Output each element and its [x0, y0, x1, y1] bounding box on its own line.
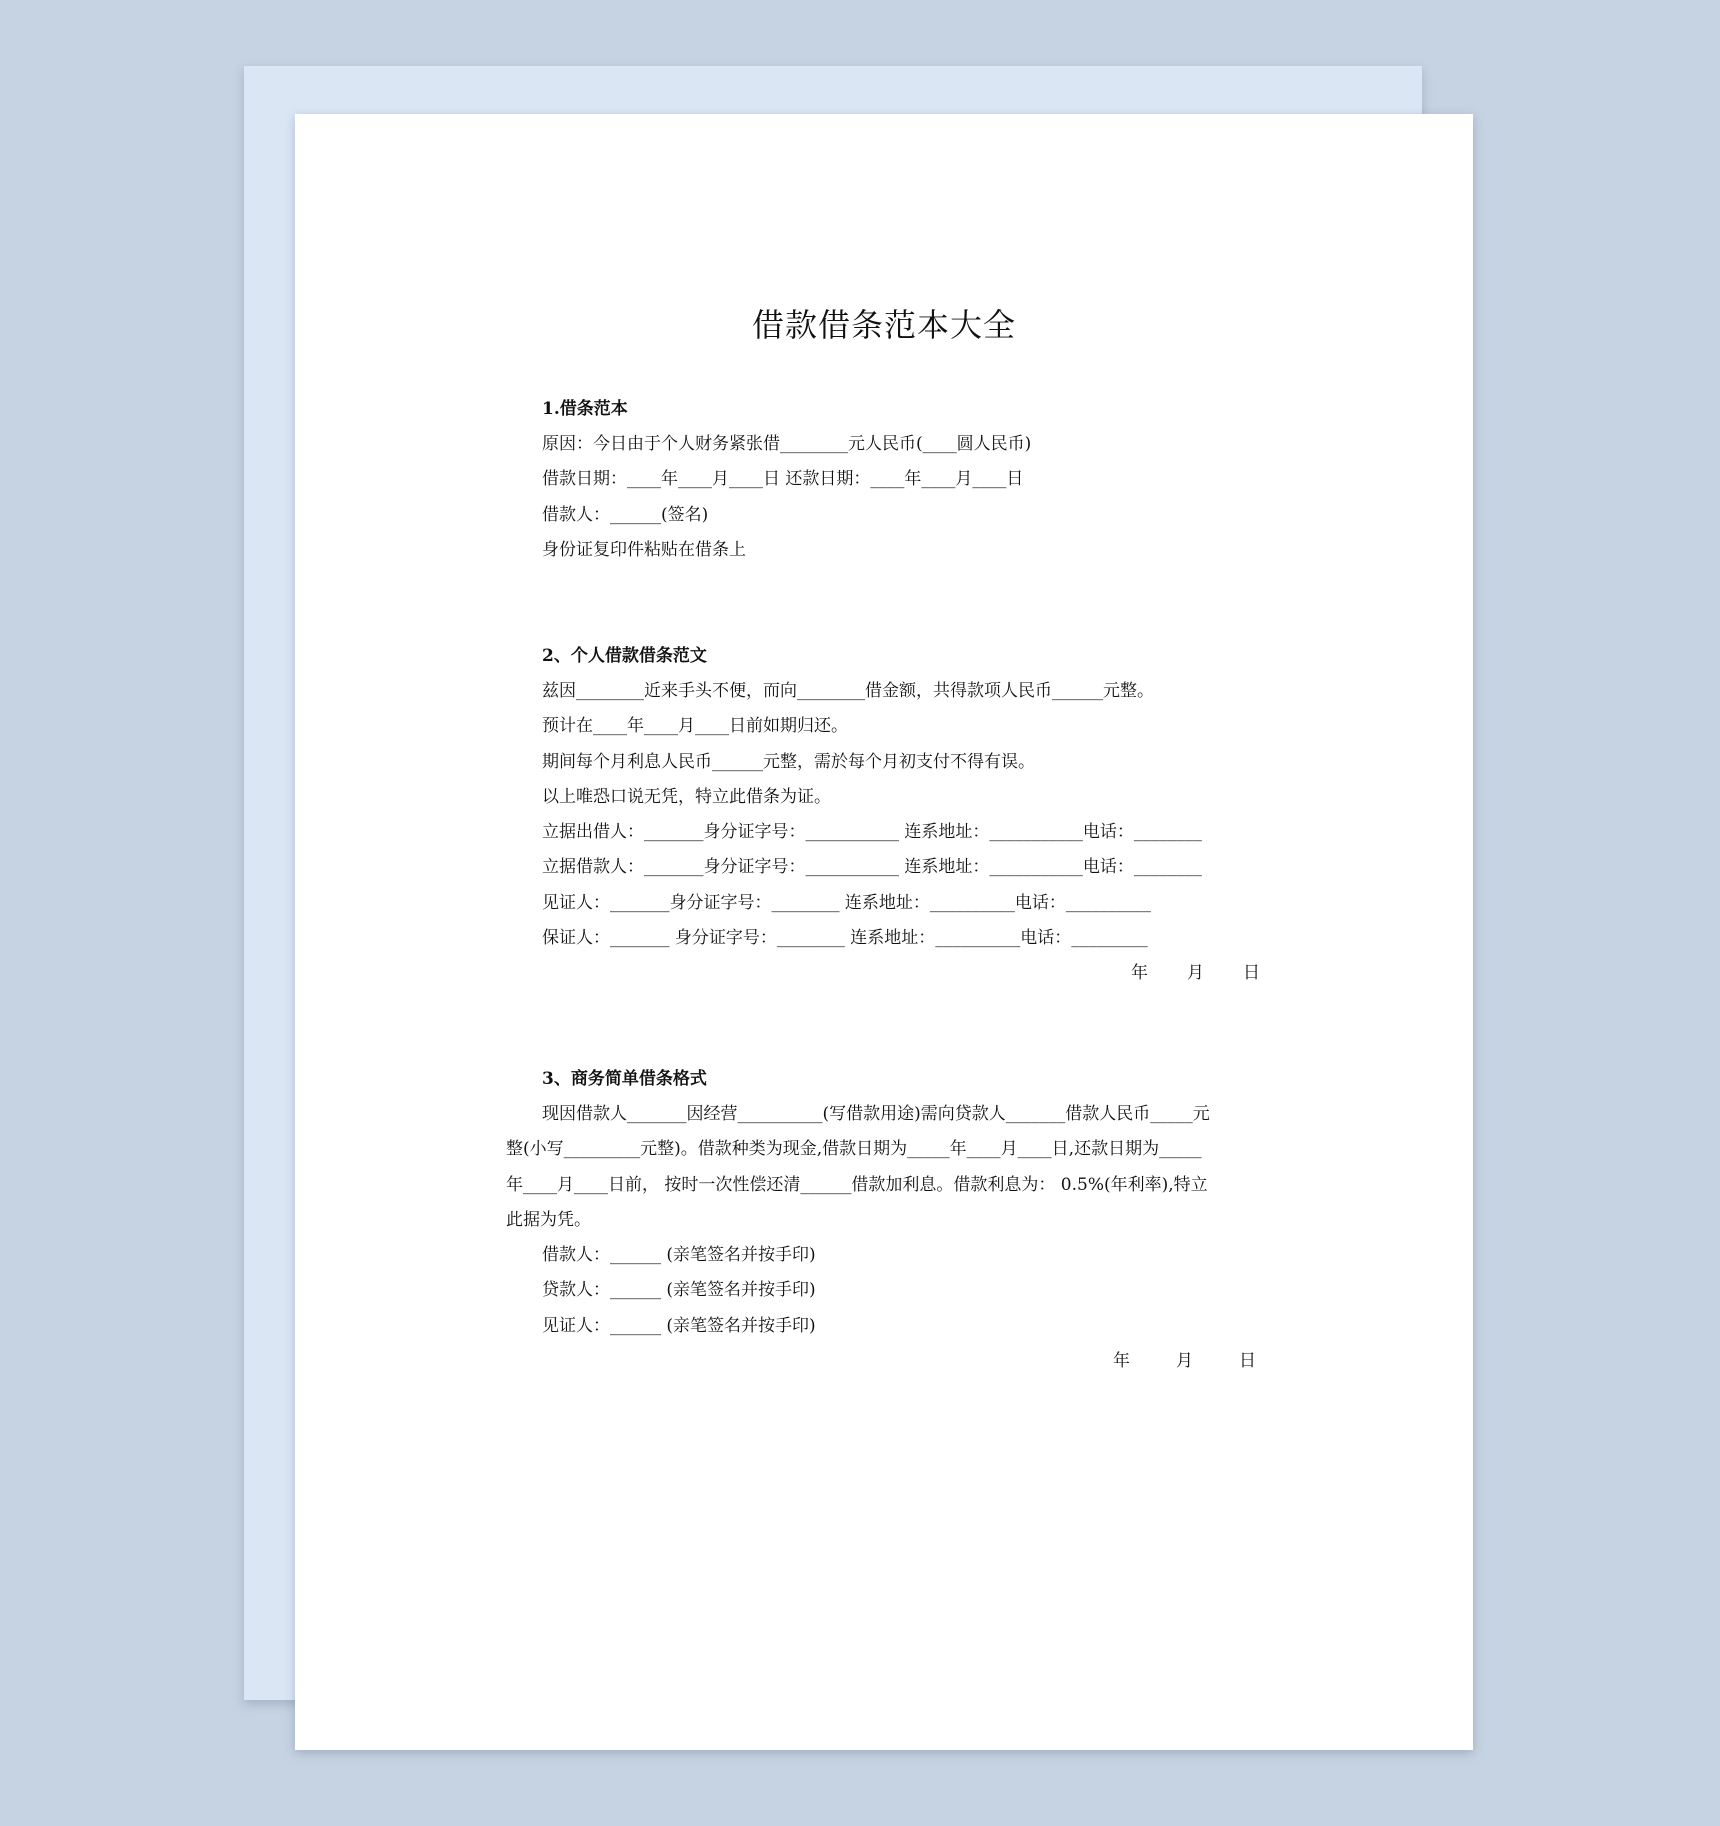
section2-line-interest: 期间每个月利息人民币______元整，需於每个月初支付不得有误。 — [542, 752, 1035, 772]
section2-date — [1131, 962, 1261, 984]
section2-date-day: 日 — [1243, 963, 1260, 983]
section1-line-borrower: 借款人：______(签名) — [542, 505, 709, 525]
section2-line-witness: 见证人：_______身分证字号：________ 连系地址：__________电话：__________ — [542, 893, 1151, 913]
section2-line-borrower: 立据借款人：_______身分证字号：___________ 连系地址：___________电话：________ — [542, 857, 1202, 877]
section2-date-month: 月 — [1187, 963, 1204, 983]
section1-line-reason: 原因：今日由于个人财务紧张借________元人民币(____圆人民币) — [542, 434, 1032, 454]
section3-date — [1113, 1350, 1263, 1372]
section1-line-dates: 借款日期：____年____月____日 还款日期：____年____月____日 — [542, 469, 1024, 489]
section2-line-repay: 预计在____年____月____日前如期归还。 — [542, 716, 848, 736]
section3-date-year: 年 — [1113, 1351, 1130, 1371]
section1-line-id-note: 身份证复印件粘贴在借条上 — [542, 540, 746, 560]
section2-heading: 2、个人借款借条范文 — [542, 646, 707, 666]
section2-line-proof: 以上唯恐口说无凭，特立此借条为证。 — [542, 787, 831, 807]
section3-date-month: 月 — [1176, 1351, 1193, 1371]
section3-paragraph-line-3: 年____月____日前， 按时一次性偿还清______借款加利息。借款利息为： 0.5%(年利率),特立 — [506, 1175, 1208, 1195]
section2-date-year: 年 — [1131, 963, 1148, 983]
section3-signature-borrower: 借款人：______ (亲笔签名并按手印) — [542, 1245, 816, 1265]
section3-paragraph-line-2: 整(小写_________元整)。借款种类为现金,借款日期为_____年____月____日,还款日期为_____ — [506, 1139, 1202, 1159]
section2-line-guarantor: 保证人：_______ 身分证字号：________ 连系地址：__________电话：_________ — [542, 928, 1148, 948]
section3-paragraph-line-1: 现因借款人_______因经营__________(写借款用途)需向贷款人_______借款人民币_____元 — [542, 1104, 1210, 1124]
section1-heading: 1.借条范本 — [542, 399, 628, 419]
section3-paragraph-line-4: 此据为凭。 — [506, 1210, 591, 1230]
section3-heading: 3、商务简单借条格式 — [542, 1069, 707, 1089]
section2-line-reason: 兹因________近来手头不便，而向________借金额，共得款项人民币______元整。 — [542, 681, 1154, 701]
document-title: 借款借条范本大全 — [751, 306, 1016, 344]
section3-signature-lender: 贷款人：______ (亲笔签名并按手印) — [542, 1280, 816, 1300]
document-page — [295, 114, 1473, 1750]
section3-date-day: 日 — [1239, 1351, 1256, 1371]
section3-signature-witness: 见证人：______ (亲笔签名并按手印) — [542, 1316, 816, 1336]
section2-line-lender: 立据出借人：_______身分证字号：___________ 连系地址：___________电话：________ — [542, 822, 1202, 842]
